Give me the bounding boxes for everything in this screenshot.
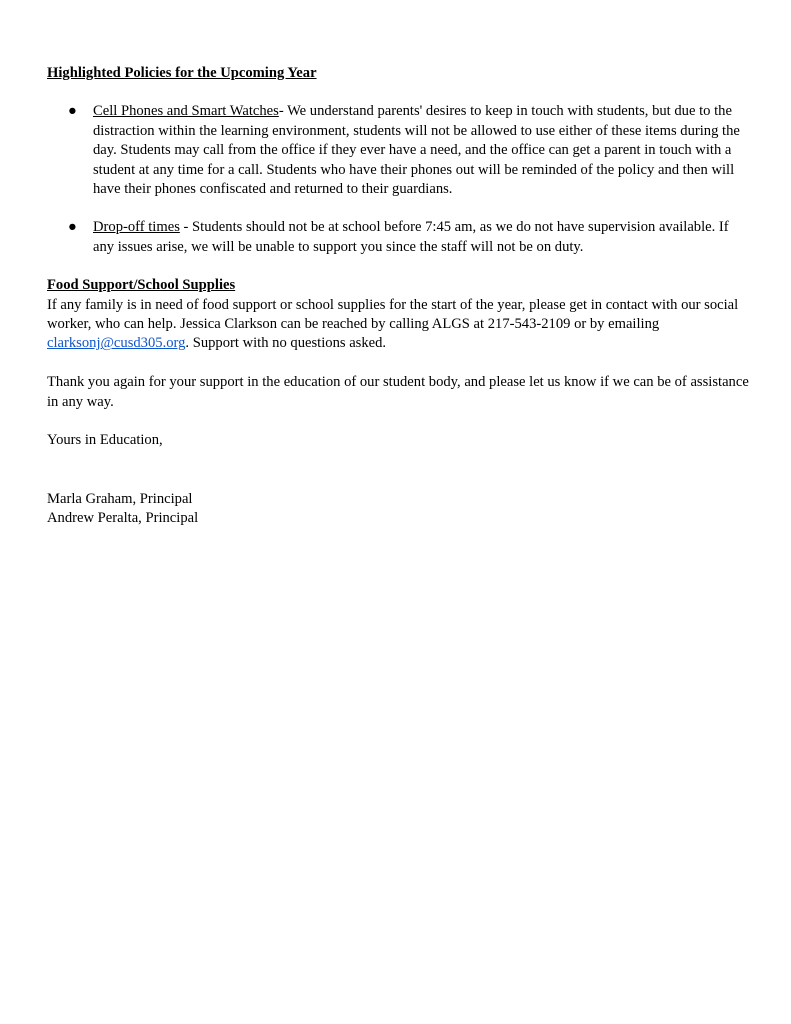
letter-page xyxy=(47,64,749,528)
signature-principal-2: Andrew Peralta, Principal xyxy=(47,510,199,527)
policy-title: Drop-off times xyxy=(93,219,180,236)
bullet-icon: ● xyxy=(68,103,77,120)
policy-text: - Students should not be at school before 7:45 am, as we do not have supervision available. If any issues arise, we will be unable to support you since the staff will not be on duty. xyxy=(93,219,729,255)
food-support-text-end: . Support with no questions asked. xyxy=(185,335,387,352)
thank-you-paragraph: Thank you again for your support in the education of our student body, and please let us know if we can be of assistance in any way. xyxy=(47,374,749,410)
policies-heading: Highlighted Policies for the Upcoming Year xyxy=(47,65,317,81)
bullet-icon: ● xyxy=(68,219,77,236)
closing-line: Yours in Education, xyxy=(47,432,163,449)
food-support-title: Food Support/School Supplies xyxy=(47,277,236,294)
policy-list xyxy=(47,102,749,257)
signature-principal-1: Marla Graham, Principal xyxy=(47,490,193,507)
policy-item-drop-off xyxy=(47,218,749,257)
food-support-text: If any family is in need of food support or school supplies for the start of the year, please get in contact with our social worker, who can help. Jessica Clarkson can be reached by calling ALGS at 217-543-2109 or by emailing xyxy=(47,296,739,333)
policy-item-cell-phones xyxy=(47,102,749,199)
social-worker-email-link[interactable]: clarksonj@cusd305.org xyxy=(47,335,186,352)
food-support-section xyxy=(47,276,749,354)
policy-text: - We understand parents' desires to keep in touch with students, but due to the distraction within the learning environment, students will not be allowed to use either of these items during the day. Students may call from the office if they ever have a need, and the office can get a parent in touch with a student at any time for a call. Students who have their phones out will be reminded of the policy and then will have their phones confiscated and returned to their guardians. xyxy=(93,103,740,198)
signature-spacer xyxy=(47,470,749,489)
policy-title: Cell Phones and Smart Watches xyxy=(93,103,279,120)
signature-block xyxy=(47,490,749,529)
